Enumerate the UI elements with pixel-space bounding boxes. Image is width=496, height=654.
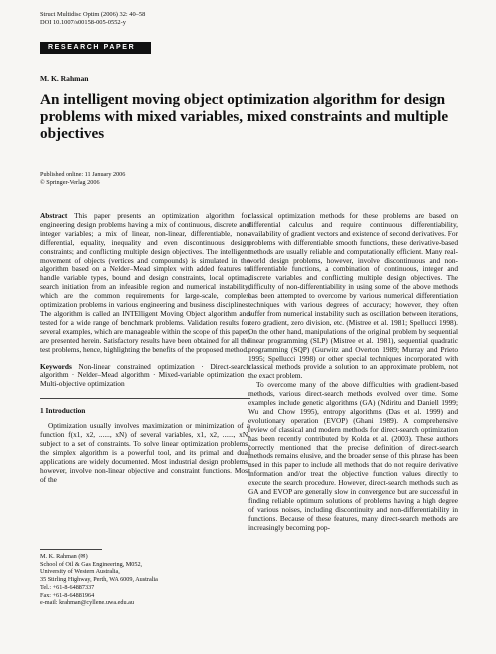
footnote-rule xyxy=(40,549,102,550)
corr-fax: Fax: +61-8-64881964 xyxy=(40,591,95,599)
corr-email: e-mail: krahman@cyllene.uwa.edu.au xyxy=(40,599,135,607)
keywords-text: Non-linear constrained optimization · Direct-search algorithm · Nelder–Mead algorithm · Mixed-variable optimization · Multi-objective optimization xyxy=(40,361,250,389)
keywords xyxy=(40,363,250,390)
intro-paragraph: Optimization usually involves maximization or minimization of a function f(x1, x2, ......, xN) of several variables, x1, x2, ......, xN, subject to a set of constraints. To solve linear optimization problems, the simplex algorithm is a powerful tool, and its primal and dual applications are widely documented. Most industrial design problems, however, involve non-linear objective and constraint functions. Most of the xyxy=(40,421,250,484)
right-column xyxy=(248,212,458,533)
corr-address-line: School of Oil & Gas Engineering, M052, xyxy=(40,560,143,568)
paper-title: An intelligent moving object optimization algorithm for design problems with mixed variables, mixed constraints and multiple objectives xyxy=(40,91,449,142)
body-paragraph: To overcome many of the above difficulties with gradient-based methods, various direct-search methods evolved over time. Some examples include genetic algorithms (GA) (Ndiritu and Daniell 1999; Wu and Chow 1995), entropy algorithms (Das et al. 1999) and evolutionary operation (EVOP) (Ghani 1989). A comprehensive review of classical and modern methods for direct-search optimization has been recently contributed by Kolda et al. (2003). These authors correctly mentioned that the precise definition of direct-search methods remains elusive, and the broader sense of this phrase has been used in this paper to include all methods that do not require derivative information and/or treat the objective function values directly to execute the search procedure. However, direct-search methods such as GA and EVOP are generally slow in convergence but are successful in finding reliable optimum solutions of problems having a high degree of various noises, including discontinuity and non-differentiability in functions. Because of these features, many direct-search methods are increasingly becoming pop- xyxy=(248,380,458,532)
published-date: Published online: 11 January 2006 xyxy=(40,171,126,178)
abstract-text: This paper presents an optimization algorithm for engineering design problems having a mix of continuous, discrete and integer variables; a mix of linear, non-linear, differentiable, non-differential, equality, inequality and even discontinuous design constraints; and conflicting multiple design objectives. The intelligent movement of objects (vertices and compounds) is simulated in the algorithm based on a Nelder–Mead simplex with added features to handle variable types, bound and design constraints, local optima, search initiation from an infeasible region and numerical instability, which are the common requirements for large-scale, complex optimization problems in various engineering and business disciplines. The algorithm is called an INTElligent Moving Object algorithm and tested for a wide range of benchmark problems. Validation results for several examples, which are manageable within the scope of this paper, are presented herein. Satisfactory results have been obtained for all the test problems, hence, highlighting the benefits of the proposed method. xyxy=(40,211,250,354)
abstract-label: Abstract xyxy=(40,211,68,220)
doi: DOI 10.1007/s00158-005-0552-y xyxy=(40,19,126,26)
journal-citation: Struct Multidisc Optim (2006) 32: 40–58 xyxy=(40,11,146,18)
article-type-banner: RESEARCH PAPER xyxy=(40,42,151,54)
correspondence-footnote xyxy=(40,549,248,607)
corr-address-line: University of Western Australia, xyxy=(40,568,120,576)
section-divider xyxy=(40,398,250,399)
body-paragraph: classical optimization methods for these problems are based on differential calculus and require continuous differentiability, availability of gradient vectors and existence of second derivatives. For problems with differentiable smooth functions, these derivative-based methods are usually reliable and computationally efficient. Many real-world design problems, however, involve discontinuous and non-differentiable functions, a combination of continuous, integer and discrete variables and conflicting multiple design objectives. The difficulty of non-differentiability in using some of the above methods has been attempted to overcome by various numerical differentiation techniques with various degrees of accuracy; however, they often suffer from numerical instability such as oscillation between iterations, zero gradient, zero division, etc. (Mistree et al. 1981; Spellucci 1998). On the other hand, manipulations of the original problem by sequential linear programming (SLP) (Mistree et al. 1981), sequential quadratic programming (SQP) (Gurwitz and Overton 1989; Murray and Prieto 1995; Spellucci 1998) or other special techniques incorporated with classical methods provide a solution to an approximate problem, not the exact problem. xyxy=(248,211,458,381)
keywords-label: Keywords xyxy=(40,361,72,371)
publication-info xyxy=(40,171,125,187)
author-name: M. K. Rahman xyxy=(40,74,89,83)
corr-name: M. K. Rahman (✉) xyxy=(40,553,88,560)
corr-tel: Tel.: +61-8-64887337 xyxy=(40,583,95,591)
left-column xyxy=(40,212,250,484)
corr-address-line: 35 Stirling Highway, Perth, WA 6009, Australia xyxy=(40,576,158,584)
copyright: © Springer-Verlag 2006 xyxy=(40,179,100,186)
section-heading: 1 Introduction xyxy=(40,406,86,416)
journal-header xyxy=(40,11,145,27)
abstract xyxy=(40,212,250,355)
